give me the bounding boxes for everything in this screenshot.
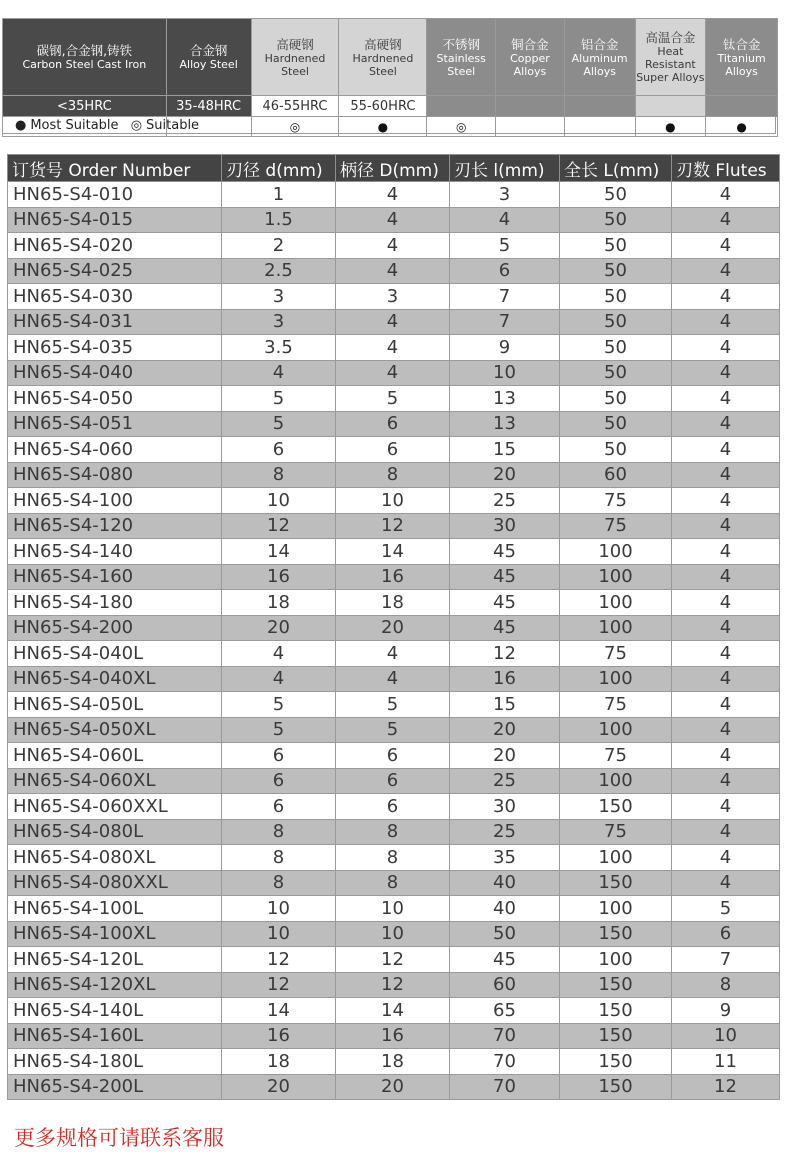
table-row	[8, 258, 780, 284]
suitable-label: Suitable	[146, 118, 200, 133]
table-cell: 50	[560, 284, 672, 310]
suitability-cell-3: ●	[339, 117, 427, 137]
table-cell: 20	[222, 1074, 336, 1100]
hardness-cell-2: 46-55HRC	[251, 96, 339, 117]
table-row	[8, 284, 780, 310]
table-cell: 3	[450, 182, 560, 208]
table-cell: 4	[672, 462, 780, 488]
table-cell: 2.5	[222, 258, 336, 284]
table-cell: 150	[560, 1049, 672, 1075]
table-cell: 20	[450, 462, 560, 488]
table-cell: 5	[222, 386, 336, 412]
table-cell: 25	[450, 488, 560, 514]
table-cell: 14	[336, 539, 450, 565]
table-row	[8, 539, 780, 565]
material-header-0: 碳钢,合金钢,铸铁 Carbon Steel Cast Iron	[3, 19, 167, 96]
table-cell: 4	[672, 590, 780, 616]
table-cell: 12	[222, 972, 336, 998]
hardness-cell-1: 35-48HRC	[166, 96, 251, 117]
hardness-cell-6	[564, 96, 635, 117]
table-cell: 4	[672, 437, 780, 463]
table-cell: 45	[450, 947, 560, 973]
table-row	[8, 411, 780, 437]
table-cell: 20	[336, 1074, 450, 1100]
table-cell: HN65-S4-140	[8, 539, 222, 565]
header-cutting-diameter: 刃径 d(mm)	[222, 155, 336, 182]
table-cell: 25	[450, 819, 560, 845]
hardness-cell-3: 55-60HRC	[339, 96, 427, 117]
table-row	[8, 1074, 780, 1100]
table-cell: 16	[450, 666, 560, 692]
table-cell: 50	[560, 258, 672, 284]
table-cell: 3.5	[222, 335, 336, 361]
table-cell: HN65-S4-120	[8, 513, 222, 539]
table-cell: 8	[222, 870, 336, 896]
table-cell: 6	[336, 794, 450, 820]
table-row	[8, 768, 780, 794]
hardness-cell-8	[706, 96, 778, 117]
table-cell: 14	[222, 539, 336, 565]
table-cell: 25	[450, 768, 560, 794]
table-cell: 10	[222, 488, 336, 514]
table-cell: 20	[450, 743, 560, 769]
table-cell: HN65-S4-050L	[8, 692, 222, 718]
order-table	[7, 154, 780, 1100]
table-row	[8, 1023, 780, 1049]
suitability-cell-8: ●	[706, 117, 778, 137]
table-cell: 8	[336, 845, 450, 871]
suitability-cell-2: ◎	[251, 117, 339, 137]
table-row	[8, 870, 780, 896]
table-cell: 1	[222, 182, 336, 208]
table-cell: 4	[672, 692, 780, 718]
table-cell: HN65-S4-160L	[8, 1023, 222, 1049]
table-cell: 100	[560, 615, 672, 641]
table-cell: 18	[222, 1049, 336, 1075]
table-cell: 6	[222, 794, 336, 820]
more-specs-note: 更多规格可请联系客服	[14, 1126, 224, 1150]
table-cell: 60	[560, 462, 672, 488]
table-cell: 150	[560, 870, 672, 896]
table-cell: 13	[450, 411, 560, 437]
table-cell: HN65-S4-100	[8, 488, 222, 514]
table-cell: 5	[336, 386, 450, 412]
hardness-cell-4	[427, 96, 496, 117]
header-cutting-length: 刃长 l(mm)	[450, 155, 560, 182]
hardness-row	[3, 96, 778, 117]
table-cell: 4	[336, 641, 450, 667]
table-row	[8, 947, 780, 973]
table-cell: 4	[672, 360, 780, 386]
table-cell: 10	[336, 921, 450, 947]
table-cell: HN65-S4-030	[8, 284, 222, 310]
table-cell: 12	[336, 972, 450, 998]
table-cell: 50	[560, 411, 672, 437]
table-cell: 8	[222, 462, 336, 488]
table-cell: 4	[672, 870, 780, 896]
table-cell: 6	[672, 921, 780, 947]
table-cell: HN65-S4-140L	[8, 998, 222, 1024]
table-cell: 7	[672, 947, 780, 973]
table-cell: 4	[336, 360, 450, 386]
table-cell: HN65-S4-031	[8, 309, 222, 335]
table-cell: 14	[222, 998, 336, 1024]
table-cell: 50	[560, 207, 672, 233]
table-cell: HN65-S4-040XL	[8, 666, 222, 692]
table-cell: 9	[672, 998, 780, 1024]
table-cell: 7	[450, 284, 560, 310]
table-cell: 16	[222, 564, 336, 590]
table-cell: 45	[450, 615, 560, 641]
table-cell: 4	[222, 666, 336, 692]
table-cell: 6	[222, 768, 336, 794]
table-cell: 4	[672, 513, 780, 539]
table-row	[8, 335, 780, 361]
table-cell: 4	[336, 335, 450, 361]
table-cell: 4	[672, 794, 780, 820]
table-cell: 5	[672, 896, 780, 922]
table-cell: 10	[222, 921, 336, 947]
suitable-symbol: ◎	[130, 118, 143, 133]
table-cell: 65	[450, 998, 560, 1024]
table-cell: 150	[560, 1074, 672, 1100]
table-row	[8, 819, 780, 845]
table-cell: 30	[450, 794, 560, 820]
table-cell: 150	[560, 998, 672, 1024]
table-cell: 100	[560, 666, 672, 692]
table-cell: 70	[450, 1023, 560, 1049]
table-cell: 10	[336, 488, 450, 514]
table-cell: 4	[672, 819, 780, 845]
table-row	[8, 360, 780, 386]
table-cell: 4	[672, 615, 780, 641]
table-cell: HN65-S4-035	[8, 335, 222, 361]
table-cell: 13	[450, 386, 560, 412]
table-row	[8, 666, 780, 692]
table-cell: 100	[560, 947, 672, 973]
table-cell: 20	[222, 615, 336, 641]
table-cell: 12	[450, 641, 560, 667]
table-cell: 6	[336, 768, 450, 794]
table-row	[8, 564, 780, 590]
table-cell: HN65-S4-080XXL	[8, 870, 222, 896]
table-cell: 100	[560, 845, 672, 871]
table-cell: 20	[450, 717, 560, 743]
table-cell: HN65-S4-010	[8, 182, 222, 208]
table-cell: 150	[560, 794, 672, 820]
table-cell: 8	[336, 870, 450, 896]
table-cell: 30	[450, 513, 560, 539]
table-cell: 150	[560, 972, 672, 998]
material-header-6: 铝合金 Aluminum Alloys	[564, 19, 635, 96]
table-cell: HN65-S4-080	[8, 462, 222, 488]
table-cell: 2	[222, 233, 336, 259]
material-header-7: 高温合金 Heat Resistant Super Alloys	[635, 19, 706, 96]
table-cell: 10	[222, 896, 336, 922]
table-cell: 50	[560, 386, 672, 412]
table-cell: 8	[336, 462, 450, 488]
table-row	[8, 998, 780, 1024]
table-cell: 7	[450, 309, 560, 335]
table-cell: 35	[450, 845, 560, 871]
table-cell: 4	[672, 666, 780, 692]
header-shank-diameter: 柄径 D(mm)	[336, 155, 450, 182]
table-cell: 3	[222, 309, 336, 335]
table-row	[8, 488, 780, 514]
table-cell: 15	[450, 692, 560, 718]
table-cell: HN65-S4-080XL	[8, 845, 222, 871]
table-cell: 4	[672, 539, 780, 565]
table-cell: HN65-S4-120L	[8, 947, 222, 973]
table-cell: 45	[450, 564, 560, 590]
table-cell: 16	[336, 1023, 450, 1049]
table-cell: 1.5	[222, 207, 336, 233]
table-row	[8, 896, 780, 922]
suitability-legend	[2, 116, 776, 134]
table-cell: 100	[560, 896, 672, 922]
table-cell: HN65-S4-100L	[8, 896, 222, 922]
table-cell: 9	[450, 335, 560, 361]
table-cell: 6	[222, 743, 336, 769]
table-cell: 4	[672, 845, 780, 871]
table-cell: HN65-S4-200	[8, 615, 222, 641]
material-header-3: 高硬钢 Hardnened Steel	[339, 19, 427, 96]
table-cell: 4	[336, 182, 450, 208]
table-cell: 100	[560, 539, 672, 565]
table-cell: 75	[560, 743, 672, 769]
table-cell: 4	[336, 258, 450, 284]
table-cell: 4	[672, 411, 780, 437]
table-cell: 150	[560, 1023, 672, 1049]
table-cell: 60	[450, 972, 560, 998]
table-cell: HN65-S4-120XL	[8, 972, 222, 998]
table-cell: 4	[450, 207, 560, 233]
table-cell: 70	[450, 1074, 560, 1100]
table-cell: 4	[672, 717, 780, 743]
table-cell: 100	[560, 768, 672, 794]
most-suitable-label: Most Suitable	[30, 118, 119, 133]
order-table-header	[8, 155, 780, 182]
table-cell: 6	[336, 743, 450, 769]
table-cell: 10	[450, 360, 560, 386]
table-cell: 5	[450, 233, 560, 259]
table-cell: 4	[672, 207, 780, 233]
table-cell: 50	[560, 309, 672, 335]
table-cell: HN65-S4-051	[8, 411, 222, 437]
table-cell: 5	[222, 411, 336, 437]
table-cell: 18	[222, 590, 336, 616]
table-cell: HN65-S4-200L	[8, 1074, 222, 1100]
table-cell: 45	[450, 590, 560, 616]
material-header-1: 合金钢 Alloy Steel	[166, 19, 251, 96]
table-cell: HN65-S4-060L	[8, 743, 222, 769]
table-cell: 6	[450, 258, 560, 284]
table-cell: 4	[672, 233, 780, 259]
table-row	[8, 692, 780, 718]
table-row	[8, 462, 780, 488]
table-row	[8, 233, 780, 259]
table-cell: 6	[336, 411, 450, 437]
table-cell: HN65-S4-050XL	[8, 717, 222, 743]
table-cell: 4	[336, 666, 450, 692]
table-cell: 12	[222, 513, 336, 539]
header-overall-length: 全长 L(mm)	[560, 155, 672, 182]
table-cell: 50	[560, 335, 672, 361]
table-cell: 4	[336, 309, 450, 335]
material-header-row	[3, 19, 778, 96]
table-cell: 50	[560, 233, 672, 259]
table-cell: HN65-S4-100XL	[8, 921, 222, 947]
table-cell: HN65-S4-060XXL	[8, 794, 222, 820]
table-cell: 75	[560, 819, 672, 845]
table-cell: 16	[336, 564, 450, 590]
table-cell: 11	[672, 1049, 780, 1075]
table-cell: HN65-S4-160	[8, 564, 222, 590]
table-cell: HN65-S4-180L	[8, 1049, 222, 1075]
hardness-cell-0: <35HRC	[3, 96, 167, 117]
table-row	[8, 513, 780, 539]
table-cell: 75	[560, 641, 672, 667]
table-row	[8, 182, 780, 208]
table-cell: 3	[222, 284, 336, 310]
table-row	[8, 590, 780, 616]
material-header-5: 铜合金 Copper Alloys	[496, 19, 565, 96]
table-cell: 4	[672, 564, 780, 590]
table-cell: 18	[336, 590, 450, 616]
most-suitable-symbol: ●	[15, 118, 27, 133]
table-cell: HN65-S4-040L	[8, 641, 222, 667]
table-cell: 75	[560, 513, 672, 539]
table-cell: 4	[336, 233, 450, 259]
table-cell: 3	[336, 284, 450, 310]
table-cell: 75	[560, 488, 672, 514]
table-row	[8, 615, 780, 641]
table-cell: HN65-S4-060XL	[8, 768, 222, 794]
table-cell: 8	[222, 845, 336, 871]
suitability-cell-7: ●	[635, 117, 706, 137]
table-row	[8, 717, 780, 743]
table-cell: 16	[222, 1023, 336, 1049]
table-cell: 40	[450, 870, 560, 896]
table-cell: 5	[222, 692, 336, 718]
table-cell: 70	[450, 1049, 560, 1075]
table-cell: HN65-S4-080L	[8, 819, 222, 845]
table-cell: 4	[672, 743, 780, 769]
table-cell: 100	[560, 564, 672, 590]
table-cell: 10	[336, 896, 450, 922]
table-cell: HN65-S4-060	[8, 437, 222, 463]
table-cell: 75	[560, 692, 672, 718]
table-cell: 12	[672, 1074, 780, 1100]
table-cell: 8	[336, 819, 450, 845]
hardness-cell-5	[496, 96, 565, 117]
table-row	[8, 794, 780, 820]
hardness-cell-7	[635, 96, 706, 117]
table-row	[8, 921, 780, 947]
table-cell: 15	[450, 437, 560, 463]
table-cell: 4	[672, 258, 780, 284]
table-cell: 4	[672, 309, 780, 335]
table-cell: 6	[336, 437, 450, 463]
table-cell: 5	[222, 717, 336, 743]
header-order-number: 订货号 Order Number	[8, 155, 222, 182]
table-row	[8, 743, 780, 769]
table-row	[8, 641, 780, 667]
table-row	[8, 309, 780, 335]
table-cell: 40	[450, 896, 560, 922]
table-cell: 150	[560, 921, 672, 947]
table-cell: HN65-S4-020	[8, 233, 222, 259]
table-row	[8, 845, 780, 871]
table-cell: HN65-S4-040	[8, 360, 222, 386]
table-cell: 12	[222, 947, 336, 973]
table-cell: 4	[222, 641, 336, 667]
table-cell: HN65-S4-015	[8, 207, 222, 233]
table-row	[8, 386, 780, 412]
table-cell: 4	[672, 182, 780, 208]
table-cell: 50	[560, 437, 672, 463]
table-cell: 5	[336, 717, 450, 743]
table-row	[8, 972, 780, 998]
table-row	[8, 437, 780, 463]
table-cell: 50	[560, 360, 672, 386]
table-cell: 18	[336, 1049, 450, 1075]
table-cell: 4	[672, 386, 780, 412]
table-cell: 8	[672, 972, 780, 998]
table-cell: 100	[560, 717, 672, 743]
table-cell: 20	[336, 615, 450, 641]
table-cell: 6	[222, 437, 336, 463]
table-cell: HN65-S4-050	[8, 386, 222, 412]
table-cell: 8	[222, 819, 336, 845]
table-cell: 4	[672, 284, 780, 310]
table-cell: 4	[672, 335, 780, 361]
table-row	[8, 207, 780, 233]
table-cell: HN65-S4-180	[8, 590, 222, 616]
material-header-2: 高硬钢 Hardnened Steel	[251, 19, 339, 96]
suitability-cell-4: ◎	[427, 117, 496, 137]
table-cell: 100	[560, 590, 672, 616]
table-cell: 4	[222, 360, 336, 386]
header-flutes: 刃数 Flutes	[672, 155, 780, 182]
material-header-4: 不锈钢 Stainless Steel	[427, 19, 496, 96]
table-cell: HN65-S4-025	[8, 258, 222, 284]
table-cell: 50	[560, 182, 672, 208]
table-cell: 10	[672, 1023, 780, 1049]
table-cell: 5	[336, 692, 450, 718]
material-header-8: 钛合金 Titanium Alloys	[706, 19, 778, 96]
table-cell: 12	[336, 513, 450, 539]
table-cell: 4	[336, 207, 450, 233]
table-row	[8, 1049, 780, 1075]
table-cell: 4	[672, 641, 780, 667]
table-cell: 14	[336, 998, 450, 1024]
table-cell: 12	[336, 947, 450, 973]
table-cell: 4	[672, 768, 780, 794]
table-cell: 50	[450, 921, 560, 947]
table-cell: 4	[672, 488, 780, 514]
order-table-body	[8, 182, 780, 1100]
table-cell: 45	[450, 539, 560, 565]
